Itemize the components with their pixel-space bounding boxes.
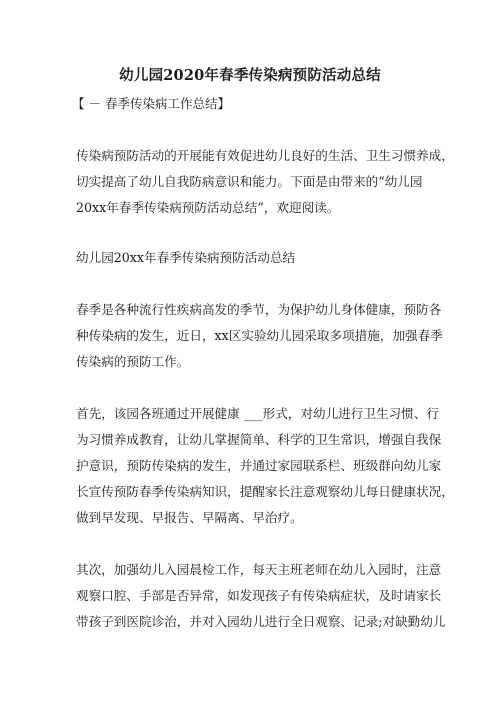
section-heading-text: 幼儿园20xx年春季传染病预防活动总结 [76,250,296,265]
paragraph-line: 传染病的预防工作。 [76,354,190,369]
document-title: 幼儿园2020年春季传染病预防活动总结 [119,67,381,84]
paragraph-line: 种传染病的发生，近日，xx区实验幼儿园采取多项措施，加强春季 [76,328,443,343]
paragraph-line: 护意识，预防传染病的发生，并通过家园联系栏、班级群向幼儿家 [76,458,442,473]
section-heading [76,245,432,271]
paragraph-line: 为习惯养成教育，让幼儿掌握简单、科学的卫生常识，增强自我保 [76,432,442,447]
paragraph-first [76,401,454,531]
paragraph-intro [76,143,454,221]
paragraph-line: 观察口腔、手部是否异常，如发现孩子有传染病症状，及时请家长 [76,588,442,603]
paragraph-line: 20xx年春季传染病预防活动总结”，欢迎阅读。 [76,200,340,215]
paragraph-line: 带孩子到医院诊治，并对入园幼儿进行全日观察、记录;对缺勤幼儿 [76,614,446,629]
paragraph-line: 切实提高了幼儿自我防病意识和能力。下面是由带来的“幼儿园 [76,174,423,189]
paragraph-second [76,557,446,635]
paragraph-line: 做到早发现、早报告、早隔离、早治疗。 [76,510,303,525]
paragraph-line: 长宣传预防春季传染病知识，提醒家长注意观察幼儿每日健康状况， [76,484,454,499]
paragraph-line: 首先，该园各班通过开展健康 ___形式，对幼儿进行卫生习惯、行 [76,406,439,421]
paragraph-season [76,297,443,375]
document-subtitle: 【 － 春季传染病工作总结】 [72,96,230,111]
paragraph-line: 传染病预防活动的开展能有效促进幼儿良好的生活、卫生习惯养成， [76,148,454,163]
paragraph-line: 其次，加强幼儿入园晨检工作，每天主班老师在幼儿入园时，注意 [76,562,442,577]
paragraph-line: 春季是各种流行性疾病高发的季节，为保护幼儿身体健康，预防各 [76,302,442,317]
